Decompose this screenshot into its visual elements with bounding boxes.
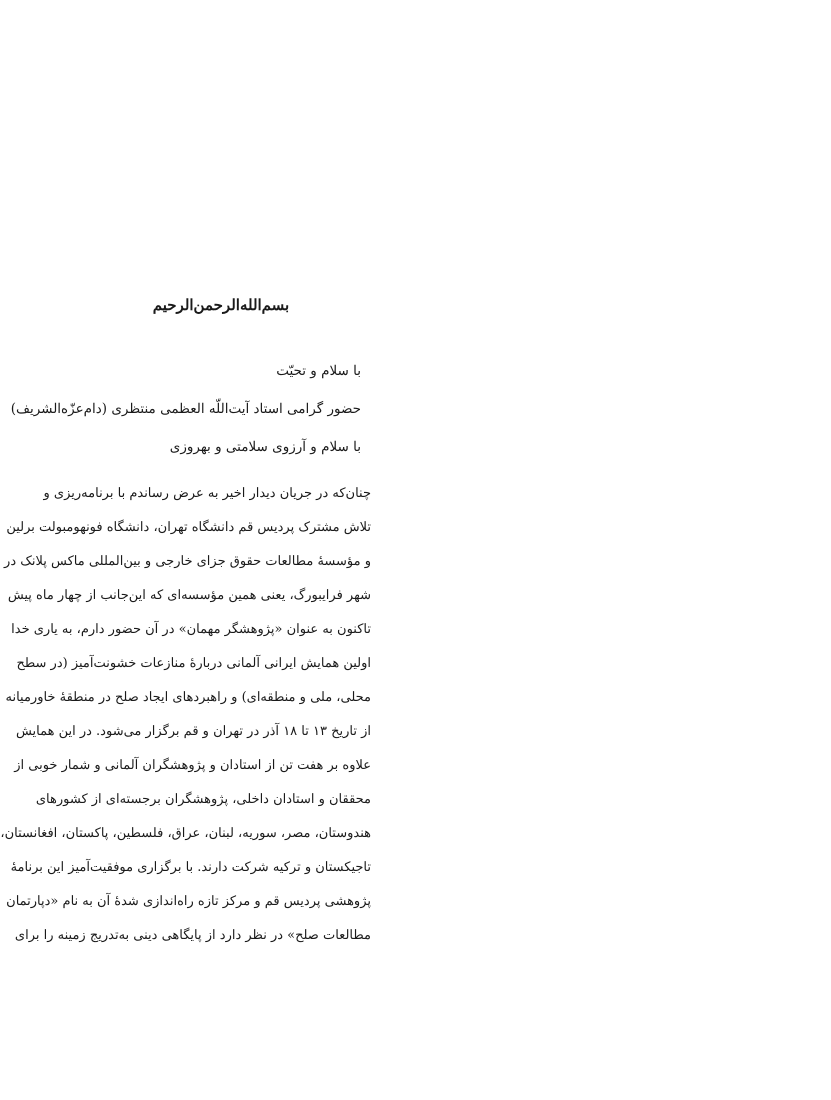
body-line: چنان‌که در جریان دیدار اخیر به عرض رساندم با برنامه‌ریزی و	[43, 486, 371, 501]
body-line: اولین همایش ایرانی آلمانی دربارهٔ منازعات خشونت‌آمیز (در سطح	[16, 656, 371, 671]
basmala-heading: بسم‌الله‌الرحمن‌الرحیم	[152, 296, 290, 314]
greeting-line: با سلام و تحیّت	[276, 363, 361, 379]
body-line: محققان و استادان داخلی، پژوهشگران برجسته‌ای از کشورهای	[35, 792, 371, 807]
body-line: تاجیکستان و ترکیه شرکت دارند. با برگزاری موفقیت‌آمیز این برنامهٔ	[10, 860, 371, 875]
body-line: مطالعات صلح» در نظر دارد از پایگاهی دینی به‌تدریج زمینه را برای	[14, 928, 371, 943]
body-line: تاکنون به عنوان «پژوهشگر مهمان» در آن حضور دارم، به یاری خدا	[11, 622, 371, 637]
wishes-line: با سلام و آرزوی سلامتی و بهروزی	[169, 439, 361, 455]
body-line: علاوه بر هفت تن از استادان و پژوهشگران آلمانی و شمار خوبی از	[14, 758, 371, 773]
body-line: و مؤسسهٔ مطالعات حقوق جزای خارجی و بین‌المللی ماکس پلانک در	[4, 554, 371, 569]
letter-body	[0, 477, 371, 953]
salutation-block	[10, 352, 361, 466]
addressee-line: حضور گرامی استاد آیت‌اللّه العظمی منتظری (دام‌عزّه‌الشریف)	[10, 401, 361, 417]
body-line: هندوستان، مصر، سوریه، لبنان، عراق، فلسطین، پاکستان، افغانستان،	[0, 826, 371, 841]
body-line: از تاریخ ۱۳ تا ۱۸ آذر در تهران و قم برگزار می‌شود. در این همایش	[15, 724, 371, 739]
body-line: شهر فرایبورگ، یعنی همین مؤسسه‌ای که این‌جانب از چهار ماه پیش	[7, 588, 371, 603]
body-line: محلی، ملی و منطقه‌ای) و راهبردهای ایجاد صلح در منطقهٔ خاورمیانه	[5, 690, 371, 705]
body-line: پژوهشی پردیس قم و مرکز تازه راه‌اندازی شدهٔ آن به نام «دپارتمان	[6, 894, 371, 909]
body-line: تلاش مشترک پردیس قم دانشگاه تهران، دانشگاه فونهومبولت برلین	[6, 520, 371, 535]
